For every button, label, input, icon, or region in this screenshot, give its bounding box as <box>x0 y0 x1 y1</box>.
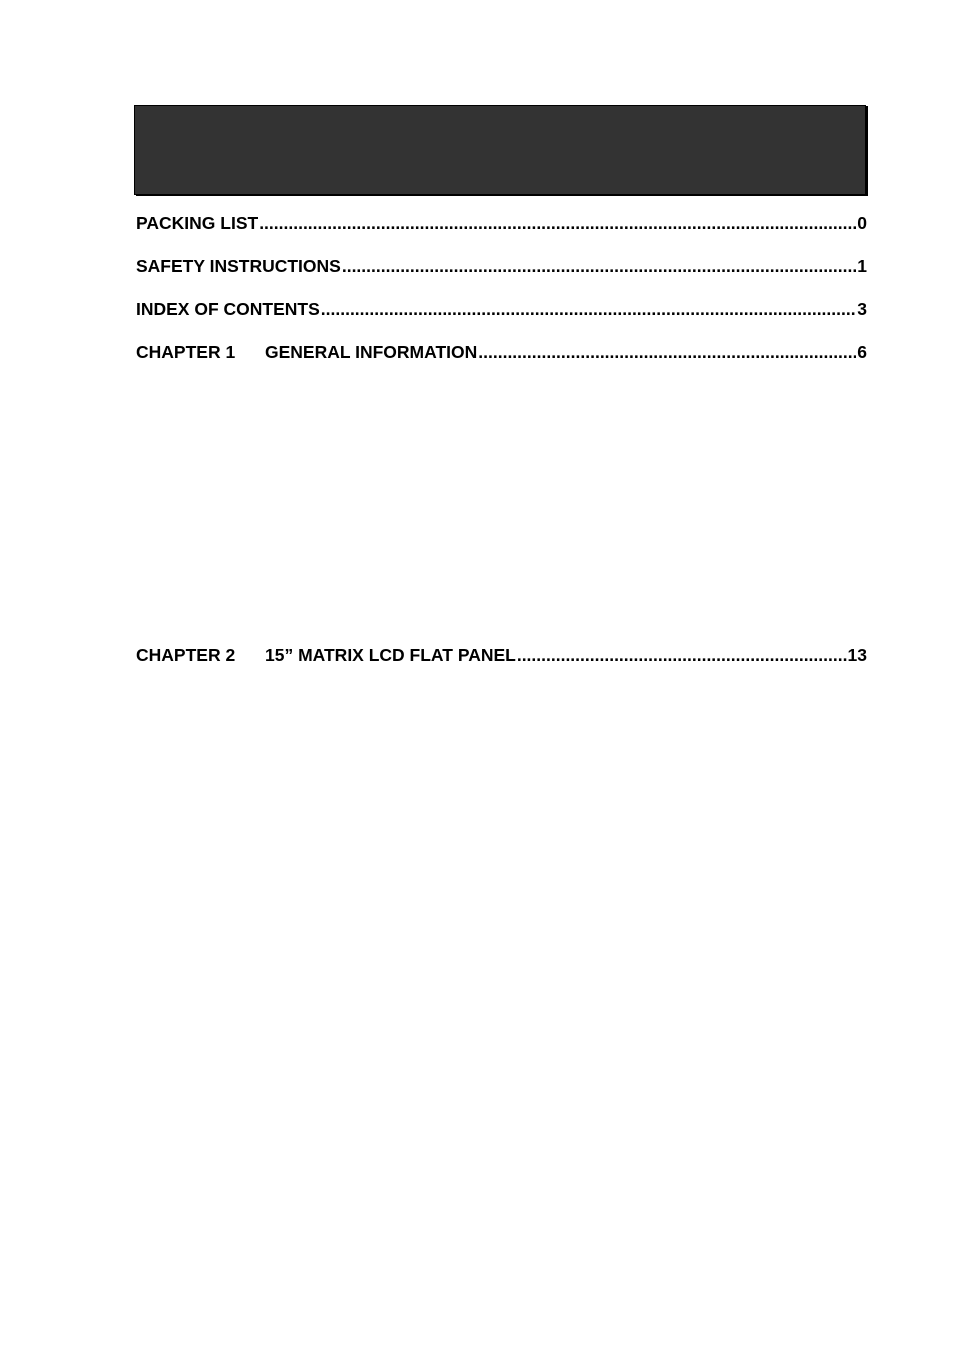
toc-entry-packing-list[interactable] <box>136 212 867 234</box>
toc-page-number: 0 <box>857 213 867 233</box>
toc-entry-title: PACKING LIST <box>136 213 259 233</box>
toc-entry-title: INDEX OF CONTENTS <box>136 299 320 319</box>
toc-dot-leader <box>478 341 856 363</box>
toc-entry-chapter-2[interactable] <box>136 644 867 666</box>
toc-entry-title: GENERAL INFORMATION <box>265 342 478 362</box>
toc-entry-chapter-1[interactable] <box>136 341 867 363</box>
toc-page-number: 6 <box>857 342 867 362</box>
toc-entry-heading <box>136 644 516 666</box>
toc-dot-leader <box>321 298 857 320</box>
toc-chapter-number: CHAPTER 1 <box>136 342 236 362</box>
toc-page-number: 3 <box>857 299 867 319</box>
toc-entry-heading <box>136 341 477 363</box>
header-banner <box>134 105 866 195</box>
toc-entry-index-of-contents[interactable] <box>136 298 867 320</box>
toc-entry-safety-instructions[interactable] <box>136 255 867 277</box>
toc-entry-title: 15” MATRIX LCD FLAT PANEL <box>265 645 516 665</box>
toc-entry-title: SAFETY INSTRUCTIONS <box>136 256 341 276</box>
toc-page-number: 1 <box>857 256 867 276</box>
toc-dot-leader <box>259 212 856 234</box>
toc-dot-leader <box>517 644 847 666</box>
toc-dot-leader <box>342 255 856 277</box>
toc-page-number: 13 <box>847 645 867 665</box>
toc-chapter-number: CHAPTER 2 <box>136 645 236 665</box>
